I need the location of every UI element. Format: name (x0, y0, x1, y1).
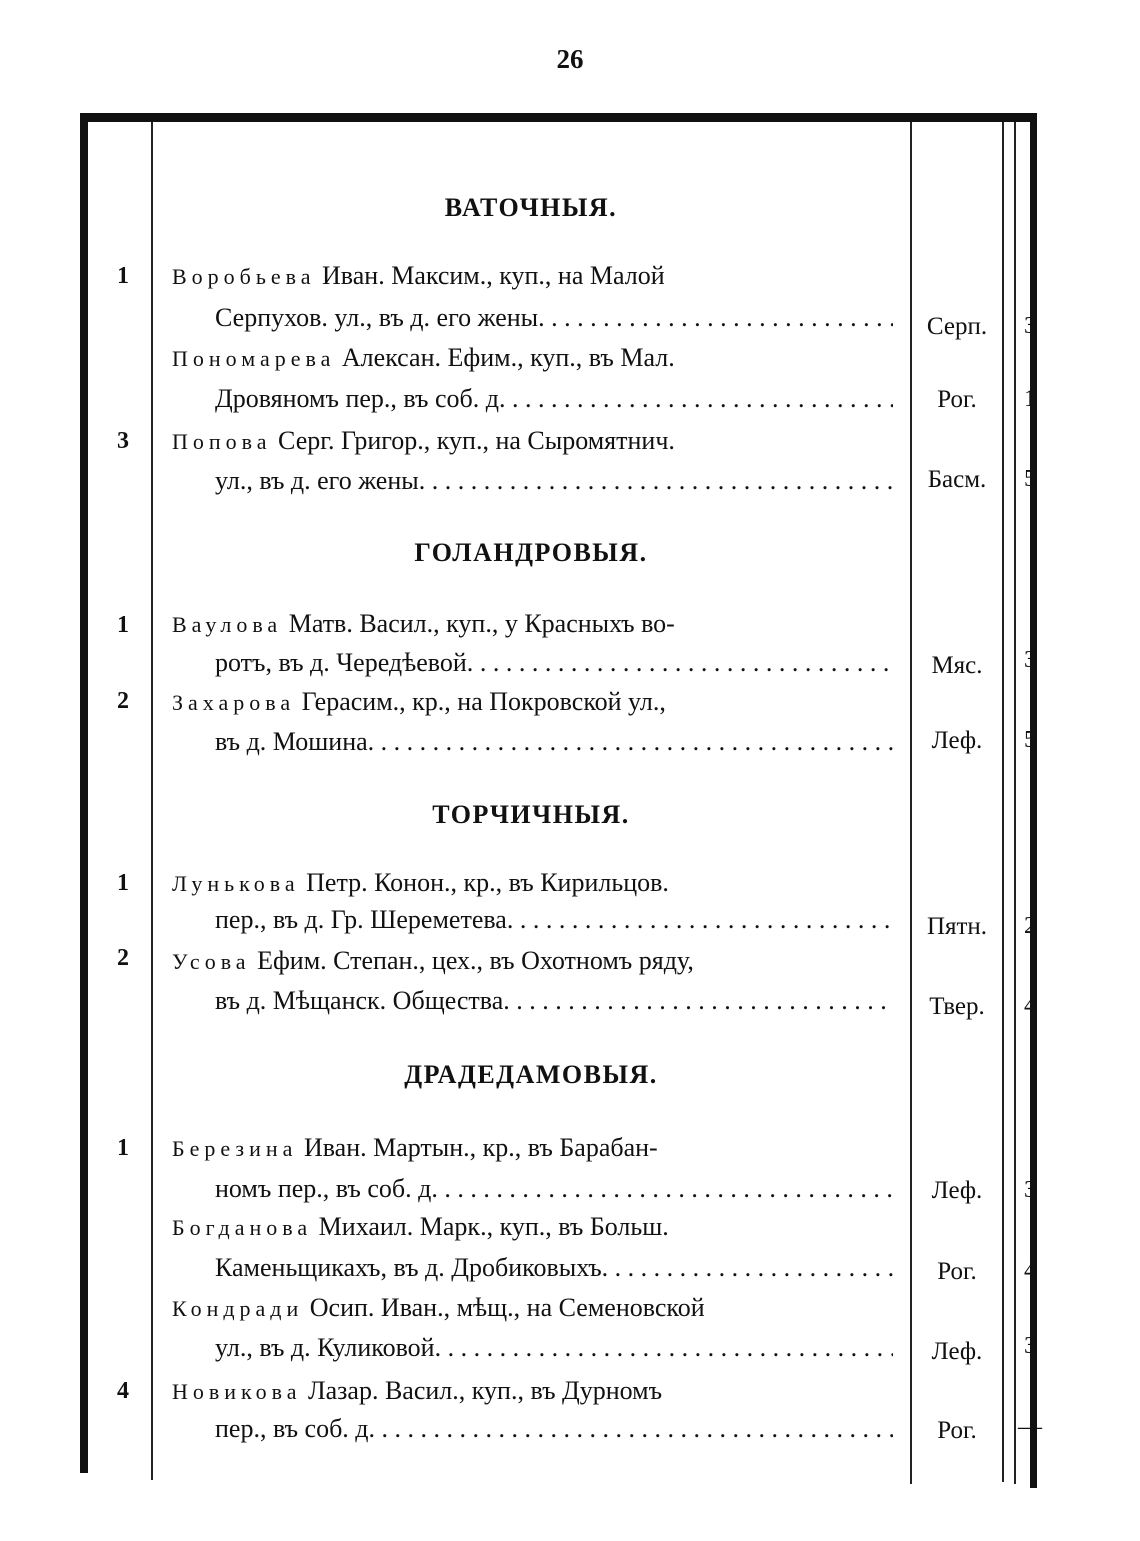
section-heading: ТОРЧИЧНЫЯ. (432, 800, 630, 829)
entry-line-1: Усова Ефим. Степан., цех., въ Охотномъ ряду, (172, 946, 694, 975)
entry-quarter: 3 (1024, 1333, 1036, 1359)
entry-line-2: пер., въ соб. д. . . . (215, 1414, 893, 1444)
entry-part: Леф. (931, 1177, 983, 1204)
section-heading: ДРАДЕДАМОВЫЯ. (404, 1060, 658, 1089)
entry-line-2: Дровяномъ пер., въ соб. д. . . . (215, 384, 893, 414)
entry-line-1: Березина Иван. Мартын., кр., въ Барабан- (172, 1133, 658, 1162)
entry-name: Богданова (172, 1215, 313, 1240)
entry-quarter: 3 (1024, 1177, 1036, 1203)
entry-line-2: пер., въ д. Гр. Шереметева. . . . (215, 905, 893, 935)
entry-number: 4 (117, 1378, 129, 1404)
entry-name: Захарова (172, 690, 296, 715)
entry-number: 1 (117, 612, 129, 638)
entry-part: Леф. (931, 727, 983, 754)
entry-quarter: 3 (1024, 647, 1036, 673)
entry-number: 3 (117, 428, 129, 454)
entry-line-2: Каменьщикахъ, въ д. Дробиковыхъ. . . . (215, 1253, 893, 1283)
entry-quarter: 3 (1024, 313, 1036, 339)
entry-quarter: 2 (1024, 913, 1036, 939)
entry-line-1: Кондради Осип. Иван., мѣщ., на Семеновской (172, 1293, 705, 1322)
entry-part: Басм. (927, 466, 987, 493)
entry-quarter: 5 (1024, 466, 1036, 492)
entry-quarter: 4 (1024, 1258, 1036, 1284)
entry-quarter: 1 (1024, 386, 1036, 412)
entry-line-1: Новикова Лазар. Васил., куп., въ Дурномъ (172, 1376, 663, 1405)
entry-part: Рог. (937, 1417, 977, 1444)
entry-line-2: ул., въ д. Куликовой. . . . (215, 1333, 893, 1363)
frame-left-border (80, 113, 88, 1473)
entry-part: Серп. (926, 313, 988, 340)
entry-part: Твер. (929, 993, 985, 1020)
entry-part: Мяс. (931, 652, 983, 679)
entry-name: Кондради (172, 1296, 304, 1321)
section-heading: ГОЛАНДРОВЫЯ. (414, 538, 648, 567)
entry-number: 2 (117, 945, 129, 971)
entry-name: Пономарева (172, 346, 336, 371)
entry-name: Попова (172, 429, 272, 454)
entry-line-2: въ д. Мошина. . . . (215, 727, 893, 757)
page-number: 26 (556, 44, 584, 74)
frame-top-border (80, 113, 1034, 122)
entry-line-1: Захарова Герасим., кр., на Покровской ул., (172, 687, 666, 716)
entry-line-1: Лунькова Петр. Конон., кр., въ Кирильцов. (172, 868, 669, 897)
entry-line-1: Воробьева Иван. Максим., куп., на Малой (172, 261, 665, 290)
entry-name: Усова (172, 949, 251, 974)
entry-line-1: Пономарева Алексан. Ефим., куп., въ Мал. (172, 343, 675, 372)
entry-line-2: номъ пер., въ соб. д. . . . (215, 1174, 893, 1204)
entry-part: Леф. (931, 1338, 983, 1365)
entry-line-2: Серпухов. ул., въ д. его жены. . . . (215, 303, 893, 333)
entry-name: Новикова (172, 1379, 302, 1404)
entry-quarter: — (1018, 1414, 1042, 1440)
entry-number: 1 (117, 870, 129, 896)
entry-line-1: Попова Серг. Григор., куп., на Сыромятнич. (172, 426, 675, 455)
entry-line-1: Богданова Михаил. Марк., куп., въ Больш. (172, 1212, 669, 1241)
entry-name: Березина (172, 1136, 298, 1161)
entry-part: Пятн. (926, 913, 988, 940)
entry-line-1: Ваулова Матв. Васил., куп., у Красныхъ во- (172, 609, 675, 638)
entry-line-2: ротъ, въ д. Чередѣевой. . . . (215, 648, 893, 678)
entry-number: 2 (117, 688, 129, 714)
entry-name: Лунькова (172, 871, 300, 896)
entry-line-2: въ д. Мѣщанск. Общества. . . . (215, 986, 893, 1016)
entry-part: Рог. (937, 386, 977, 413)
entry-number: 1 (117, 1135, 129, 1161)
entry-quarter: 4 (1024, 993, 1036, 1019)
entry-part: Рог. (937, 1258, 977, 1285)
section-heading: ВАТОЧНЫЯ. (444, 193, 618, 222)
column-divider (1002, 122, 1004, 1482)
entry-name: Воробьева (172, 264, 316, 289)
entry-line-2: ул., въ д. его жены. . . . (215, 466, 893, 496)
entry-quarter: 5 (1024, 727, 1036, 753)
entry-number: 1 (117, 263, 129, 289)
entry-name: Ваулова (172, 612, 283, 637)
